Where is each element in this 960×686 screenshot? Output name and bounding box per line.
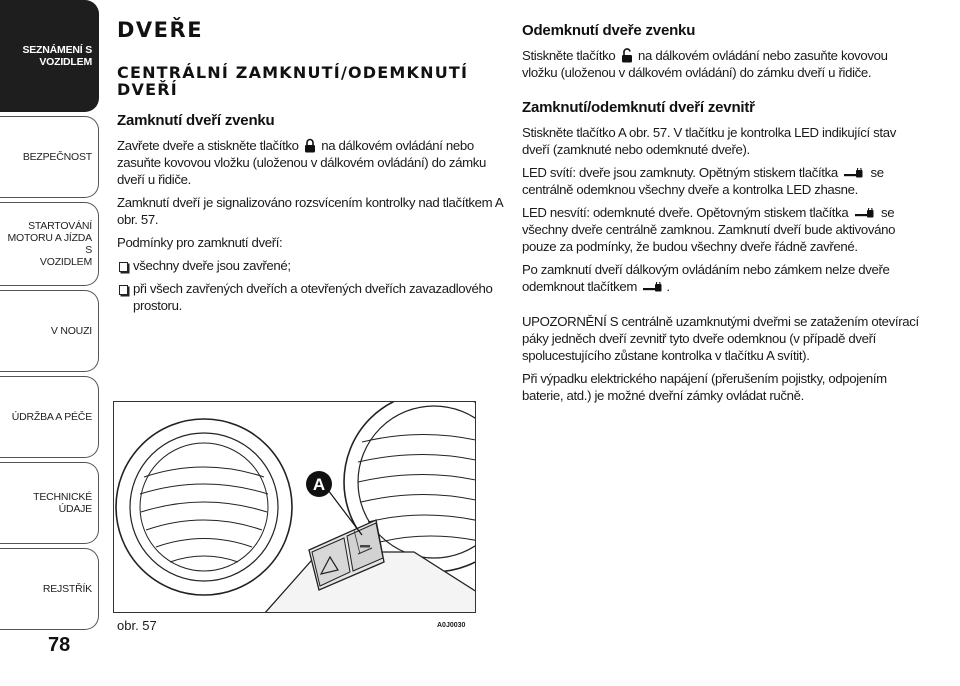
- paragraph-led-off: [522, 204, 922, 255]
- checkbox-bullet-icon: [119, 262, 128, 272]
- text: se všechny dveře centrálně zamknou. Zamknutí dveří bude aktivováno pouze za podmínky, že budou všechny dveře řádně zavřené.: [522, 205, 896, 254]
- dashboard-illustration: [114, 402, 476, 613]
- paragraph-unlock-outside: [522, 47, 922, 81]
- paragraph-conditions: Podmínky pro zamknutí dveří:: [117, 235, 283, 250]
- key-lock-icon: [855, 208, 875, 219]
- list-item-text: všechny dveře jsou zavřené;: [133, 258, 291, 273]
- left-vent-illustration: [116, 419, 292, 595]
- text: se centrálně odemknou všechny dveře a kontrolka LED zhasne.: [522, 165, 884, 197]
- heading-unlock-outside: Odemknutí dveře zvenku: [522, 22, 696, 39]
- right-column: [522, 22, 922, 410]
- lock-closed-icon: [304, 138, 316, 153]
- figure-code: A0J0030: [437, 622, 466, 629]
- text: .: [666, 279, 670, 294]
- tab-label: ÚDRŽBA A PÉČE: [11, 411, 92, 423]
- paragraph-remote-lock: [522, 261, 922, 295]
- tab-label: V NOUZI: [50, 325, 92, 337]
- subsection-title: CENTRÁLNÍ ZAMKNUTÍ/ODEMKNUTÍ DVEŘÍ: [117, 63, 469, 99]
- list-item: [117, 280, 507, 314]
- tab-udrzba-a-pece[interactable]: [0, 376, 99, 458]
- tab-label: REJSTŘÍK: [42, 583, 92, 595]
- tab-label: TECHNICKÉ ÚDAJE: [33, 491, 92, 515]
- paragraph-led-on: [522, 164, 922, 198]
- page-number: 78: [48, 634, 71, 656]
- checkbox-bullet-icon: [119, 285, 128, 295]
- tab-seznameni-s-vozidlem[interactable]: [0, 0, 99, 112]
- callout-label: A: [312, 475, 326, 494]
- warning-paragraph: UPOZORNĚNÍ S centrálně uzamknutými dveřmi se zatažením otevírací páky jedněch dveří zevnitř tyto dveře odemknou (v případě dveří spolucestujícího zůstane kontrolka v tlačítku A svítit).: [522, 314, 919, 363]
- tab-label: STARTOVÁNÍ MOTORU A JÍZDA S VOZIDLEM: [7, 220, 92, 268]
- dashboard-figure: [113, 401, 476, 613]
- list-item: [117, 257, 507, 274]
- key-lock-icon: [844, 168, 864, 179]
- list-item-text: při všech zavřených dveřích a otevřených dveřích zavazadlového prostoru.: [133, 281, 493, 313]
- text: na dálkovém ovládání nebo zasuňte kovovou vložku (uloženou v dálkovém ovládání) do zámku dveří u řidiče.: [522, 48, 888, 80]
- tab-v-nouzi[interactable]: [0, 290, 99, 372]
- paragraph-inside-1: Stiskněte tlačítko A obr. 57. V tlačítku je kontrolka LED indikující stav dveří (zamknuté nebo odemknuté dveře).: [522, 125, 896, 157]
- text: na dálkovém ovládání nebo zasuňte kovovou vložku (uloženou v dálkovém ovládání) do zámku dveří u řidiče.: [117, 138, 487, 187]
- text: LED svítí: dveře jsou zamknuty. Opětným stiskem tlačítka: [522, 165, 838, 180]
- text: Stiskněte tlačítko: [522, 48, 616, 63]
- paragraph-lock-signal: Zamknutí dveří je signalizováno rozsvícením kontrolky nad tlačítkem A obr. 57.: [117, 195, 503, 227]
- section-title: DVEŘE: [117, 18, 204, 42]
- chapter-tab-rail: [0, 0, 101, 686]
- left-column: [117, 18, 507, 320]
- text: Zavřete dveře a stiskněte tlačítko: [117, 138, 299, 153]
- text: LED nesvítí: odemknuté dveře. Opětovným stiskem tlačítka: [522, 205, 849, 220]
- tab-rejstrik[interactable]: [0, 548, 99, 630]
- tab-startovani-motoru[interactable]: [0, 202, 99, 286]
- tab-label: BEZPEČNOST: [22, 151, 92, 163]
- led-indicator: [360, 545, 370, 548]
- key-lock-icon: [643, 282, 663, 293]
- heading-lock-inside: Zamknutí/odemknutí dveří zevnitř: [522, 99, 755, 116]
- tab-technicke-udaje[interactable]: [0, 462, 99, 544]
- paragraph-lock-outside: [117, 137, 507, 188]
- text: Po zamknutí dveří dálkovým ovládáním nebo zámkem nelze dveře odemknout tlačítkem: [522, 262, 890, 294]
- lock-open-icon: [621, 48, 633, 63]
- tab-bezpecnost[interactable]: [0, 116, 99, 198]
- tab-label: SEZNÁMENÍ S VOZIDLEM: [22, 44, 92, 68]
- paragraph-power-failure: Při výpadku elektrického napájení (přerušením pojistky, odpojením baterie, atd.) je možné dveřní zámky ovládat ručně.: [522, 371, 887, 403]
- heading-lock-outside: Zamknutí dveří zvenku: [117, 112, 275, 129]
- figure-caption: obr. 57: [117, 618, 157, 633]
